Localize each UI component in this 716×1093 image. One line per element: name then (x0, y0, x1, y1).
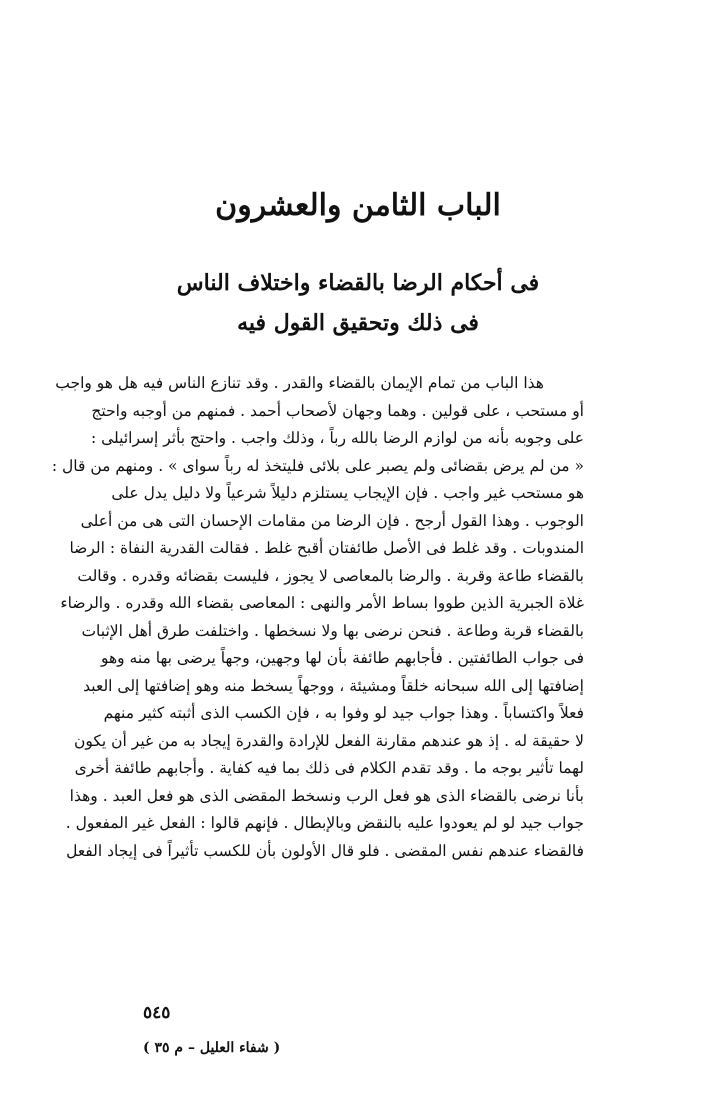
chapter-subtitle-line-2: فى ذلك وتحقيق القول فيه (237, 310, 479, 336)
body-line: الوجوب . وهذا القول أرجح . فإن الرضا من مقامات الإحسان التى هى من أعلى (80, 511, 584, 530)
body-line: بالقضاء قربة وطاعة . فنحن نرضى بها ولا نسخطها . واختلفت طرق أهل الإثبات (81, 621, 584, 640)
page-number: ٥٤٥ (143, 1003, 171, 1023)
body-line: هذا الباب من تمام الإيمان بالقضاء والقدر . وقد تنازع الناس فيه هل هو واجب (55, 374, 544, 392)
body-line: غلاة الجبرية الذين طووا بساط الأمر والنهى : المعاصى بقضاء الله وقدره . والرضاء (60, 594, 584, 612)
chapter-title: الباب الثامن والعشرون (215, 188, 501, 223)
chapter-subtitle-line-1: فى أحكام الرضا بالقضاء واختلاف الناس (176, 270, 540, 296)
body-line: فعلاً واكتساباً . وهذا جواب جيد لو وفوا به ، فإن الكسب الذى أثبته كثير منهم (103, 704, 584, 722)
body-line: فى جواب الطائفتين . فأجابهم طائفة بأن لها وجهين، وجهاً يرضى بها منه وهو (100, 649, 584, 667)
body-line: لا حقيقة له . إذ هو عندهم مقارنة الفعل للإرادة والقدرة إيجاد به من غير أن يكون (73, 731, 584, 750)
footer-signature: ( شفاء العليل – م ٣٥ ) (143, 1040, 281, 1056)
body-line: « من لم يرض بقضائى ولم يصبر على بلائى فليتخذ له رباً سواى » . ومنهم من قال : (51, 456, 584, 475)
body-text (51, 370, 584, 865)
body-line: فالقضاء عندهم نفس المقضى . فلو قال الأولون بأن للكسب تأثيراً فى إيجاد الفعل (66, 841, 584, 860)
body-line: على وجوبه بأنه من لوازم الرضا بالله رباً ، وذلك واجب . واحتج بأثر إسرائيلى : (90, 429, 584, 447)
body-line: بأنا نرضى بالقضاء الذى هو فعل الرب ونسخط المقضى الذى هو فعل العبد . وهذا (69, 786, 584, 805)
body-line: هو مستحب غير واجب . فإن الإيجاب يستلزم دليلاً شرعياً ولا دليل يدل على (111, 484, 584, 502)
body-line: إضافتها إلى الله سبحانه خلقاً ومشيئة ، ووجهاً يسخط منه وهو إضافتها إلى العبد (83, 676, 584, 695)
body-line: المندوبات . وقد غلط فى الأصل طائفتان أقبح غلط . فقالت القدرية النفاة : الرضا (69, 539, 584, 557)
body-line: بالقضاء طاعة وقربة . والرضا بالمعاصى لا يجوز ، فليست بقضائه وقدره . وقالت (77, 566, 584, 585)
body-line: أو مستحب ، على قولين . وهما وجهان لأصحاب أحمد . فمنهم من أوجبه واحتج (91, 401, 584, 420)
body-line: جواب جيد لو لم يعودوا عليه بالنقض وبالإبطال . فإنهم قالوا : الفعل غير المفعول . (65, 814, 584, 832)
body-line: لهما تأثير بوجه ما . وقد تقدم الكلام فى ذلك بما فيه كفاية . وأجابهم طائفة أخرى (74, 759, 584, 777)
